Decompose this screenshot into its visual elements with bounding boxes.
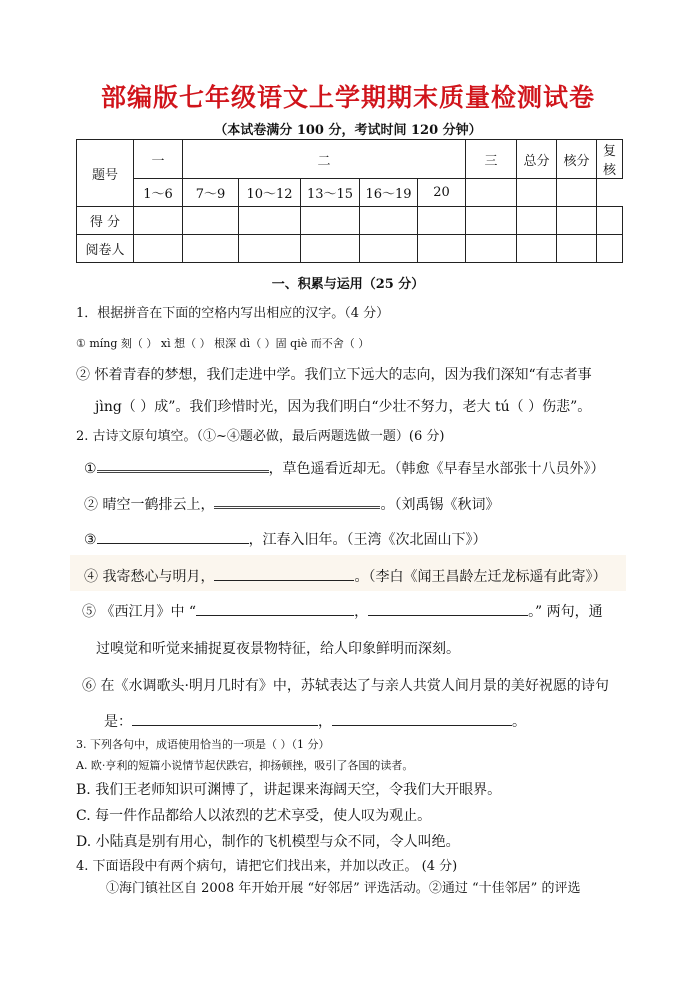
header-two: 二	[183, 140, 466, 179]
cell	[360, 235, 418, 263]
q3-option-a: A. 欧·亨利的短篇小说情节起伏跌宕，抑扬顿挫，吸引了各国的读者。	[76, 759, 414, 772]
q4-stem: 4. 下面语段中有两个病句，请把它们找出来，并加以改正。 (4 分)	[76, 859, 458, 874]
q2-c-blank[interactable]	[97, 529, 249, 544]
q2-a	[84, 457, 605, 478]
q2-f2	[104, 711, 526, 731]
range-20: 20	[418, 179, 466, 207]
q3-option-d: D. 小陆真是别有用心，制作的飞机模型与众不同，令人叫绝。	[76, 834, 460, 850]
q1-line2: ② 怀着青春的梦想，我们走进中学。我们立下远大的志向，因为我们深知“有志者事	[76, 367, 592, 383]
header-zongfen: 总分	[517, 140, 557, 179]
cell	[418, 207, 466, 235]
cell	[597, 235, 623, 263]
cell	[557, 235, 597, 263]
cell	[557, 207, 597, 235]
q2-c-number: ③	[84, 532, 97, 548]
cell	[301, 207, 360, 235]
cell	[466, 179, 517, 207]
q3-option-c: C. 每一件作品都给人以浓烈的艺术享受，使人叹为观止。	[76, 808, 432, 824]
row-label-defen: 得 分	[77, 207, 134, 235]
q2-d	[84, 566, 606, 586]
q2-f-blank2[interactable]	[332, 711, 512, 726]
q2-b-post: 。（刘禹锡《秋词》	[380, 497, 500, 513]
cell	[301, 235, 360, 263]
q2-f2-mid: ，	[318, 714, 332, 730]
header-one: 一	[134, 140, 183, 179]
q2-d-blank[interactable]	[214, 566, 354, 581]
cell	[183, 207, 239, 235]
cell	[466, 235, 517, 263]
q1-line1: ① míng 刻（ ） xì 想（ ） 根深 dì（ ）固 qiè 而不舍（ ）	[76, 337, 370, 350]
q1-line3: jìng（ ）成”。我们珍惜时光，因为我们明白“少壮不努力，老大 tú（ ）伤悲”。	[95, 399, 592, 415]
q3-stem: 3. 下列各句中，成语使用恰当的一项是（ ）（1 分）	[76, 738, 330, 751]
q2-a-blank[interactable]	[97, 457, 269, 473]
q2-a-text: ，草色遥看近却无。（韩愈《早春呈水部张十八员外》）	[268, 461, 605, 477]
q2-d-post: 。（李白《闻王昌龄左迁龙标遥有此寄》）	[354, 569, 607, 585]
q4-text: ①海门镇社区自 2008 年开始开展 “好邻居” 评选活动。②通过 “十佳邻居” 的评选	[106, 881, 581, 896]
cell	[239, 235, 301, 263]
q2-stem: 2. 古诗文原句填空。（①~④题必做，最后两题选做一题）(6 分)	[76, 429, 445, 444]
q1-stem: 1．根据拼音在下面的空格内写出相应的汉字。（4 分）	[76, 306, 390, 321]
q2-b-blank[interactable]	[214, 493, 380, 509]
section-heading: 一、积累与运用（25 分）	[271, 277, 425, 292]
q3-option-b: B. 我们王老师知识可渊博了，讲起课来海阔天空，令我们大开眼界。	[76, 782, 502, 798]
q2-e-mid: ，	[354, 604, 369, 620]
cell	[239, 207, 301, 235]
q2-f-blank1[interactable]	[132, 711, 318, 726]
q2-c-text: ，江春入旧年。（王湾《次北固山下》）	[248, 532, 487, 548]
range-16-19: 16～19	[360, 179, 418, 207]
cell	[360, 207, 418, 235]
q2-e-blank1[interactable]	[196, 601, 354, 616]
page-subtitle: （本试卷满分 100 分，考试时间 120 分钟）	[214, 123, 482, 138]
cell	[466, 207, 517, 235]
q2-e-post: 。” 两句，通	[528, 604, 603, 620]
range-7-9: 7～9	[183, 179, 239, 207]
cell	[183, 235, 239, 263]
cell	[418, 235, 466, 263]
q2-e-blank2[interactable]	[368, 601, 528, 616]
q2-f: ⑥ 在《水调歌头·明月几时有》中，苏轼表达了与亲人共赏人间月景的美好祝愿的诗句	[82, 678, 609, 694]
q2-e	[82, 601, 603, 621]
cell	[557, 179, 597, 207]
q2-f2-pre: 是：	[104, 714, 132, 730]
range-10-12: 10～12	[239, 179, 301, 207]
cell	[134, 207, 183, 235]
cell	[597, 207, 623, 235]
score-table	[76, 139, 623, 263]
q2-e2: 过嗅觉和听觉来捕捉夏夜景物特征，给人印象鲜明而深刻。	[96, 641, 460, 657]
range-13-15: 13～15	[301, 179, 360, 207]
header-three: 三	[466, 140, 517, 179]
page-title: 部编版七年级语文上学期期末质量检测试卷	[100, 83, 595, 112]
cell	[517, 235, 557, 263]
q2-a-number: ①	[84, 461, 97, 477]
cell	[517, 207, 557, 235]
q2-e-pre: ⑤ 《西江月》中 “	[82, 604, 197, 620]
q2-b	[84, 493, 499, 514]
row-label-yuejuanren: 阅卷人	[77, 235, 134, 263]
header-hefen: 核分	[557, 140, 597, 179]
cell	[517, 179, 557, 207]
q2-b-pre: ② 晴空一鹤排云上，	[84, 497, 215, 513]
range-1-6: 1～6	[134, 179, 183, 207]
header-tihao: 题号	[77, 140, 134, 207]
q2-f2-post: 。	[512, 714, 526, 730]
cell	[134, 235, 183, 263]
header-fuhe: 复核	[597, 140, 623, 179]
q2-d-pre: ④ 我寄愁心与明月，	[84, 569, 215, 585]
q2-c	[84, 529, 487, 549]
